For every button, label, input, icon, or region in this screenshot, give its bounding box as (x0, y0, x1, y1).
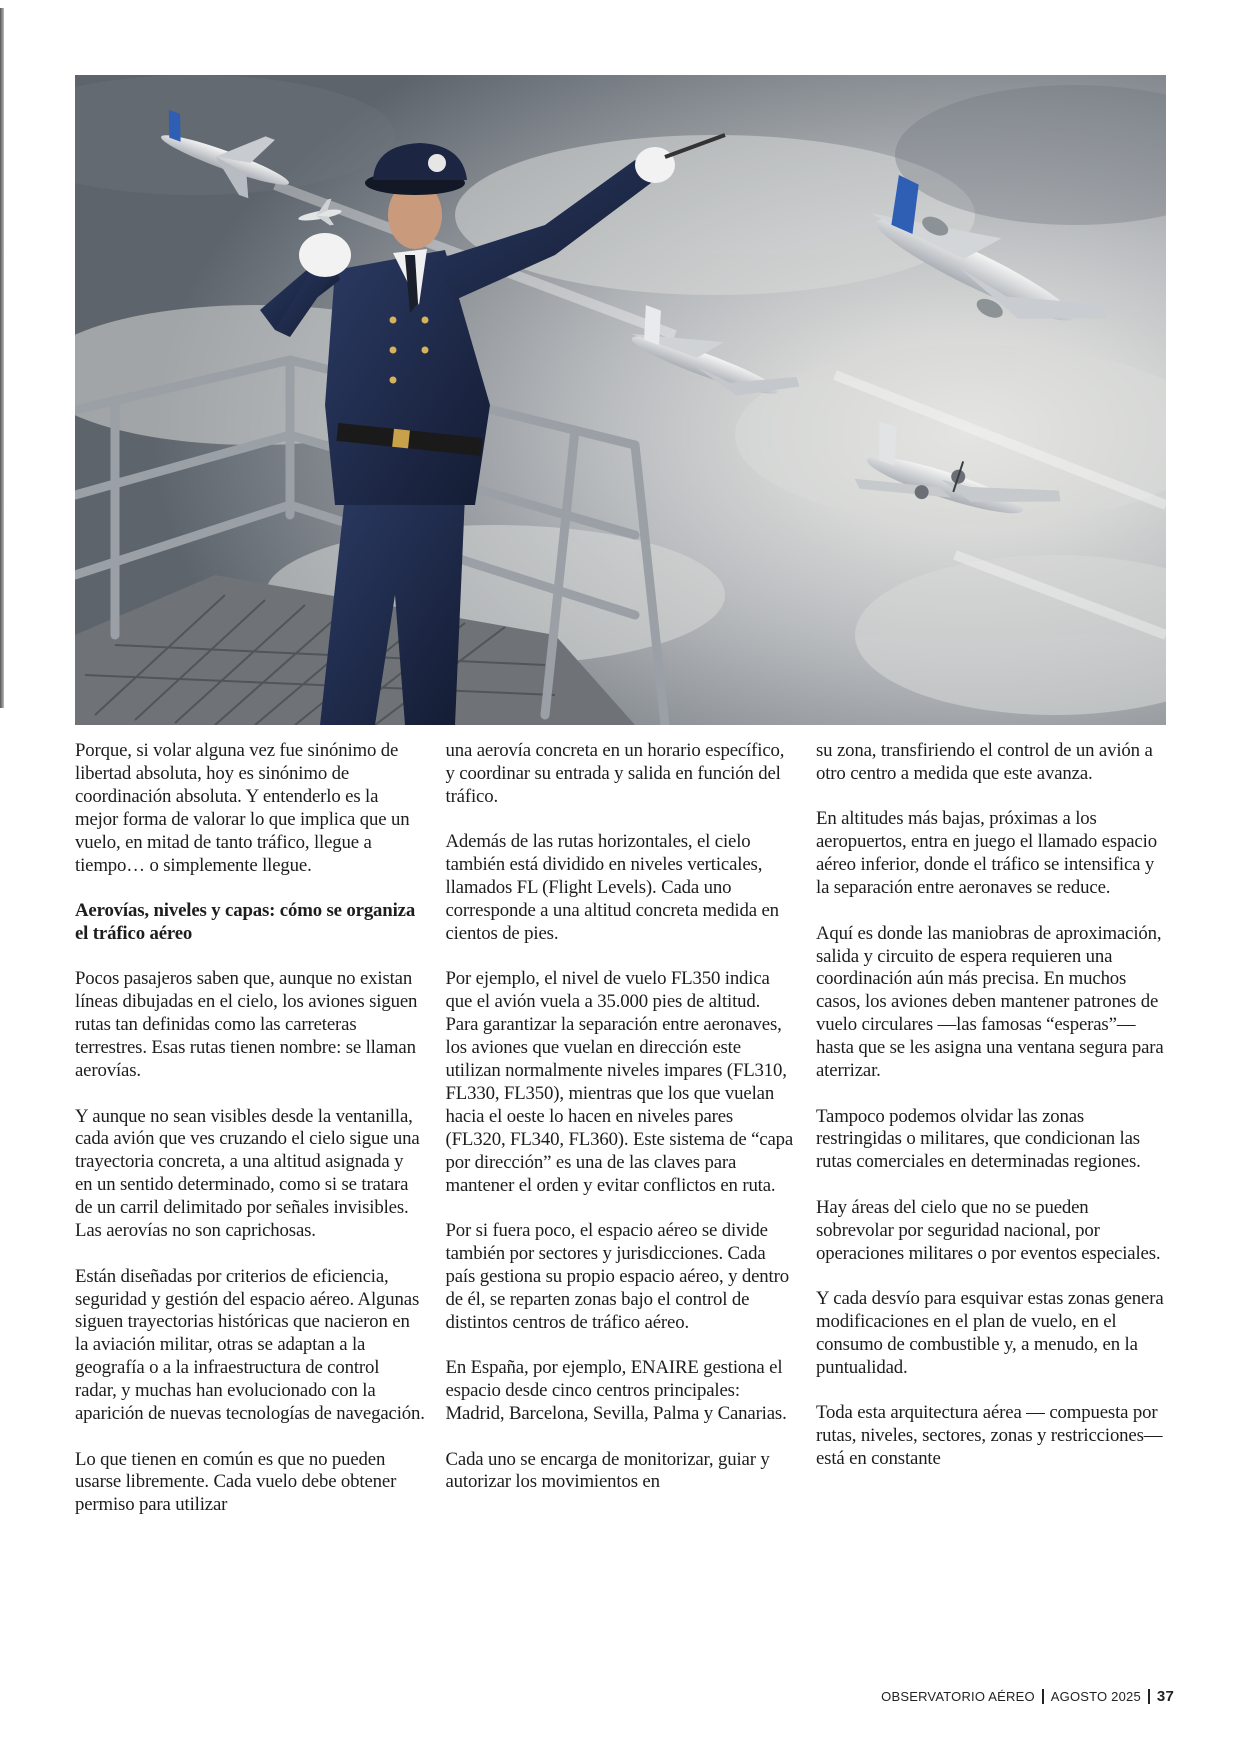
paragraph: Cada uno se encarga de monitorizar, guiar y autorizar los movimientos en (445, 1448, 770, 1493)
page-edge-bar (0, 8, 4, 708)
paragraph: Lo que tienen en común es que no pueden usarse libremente. Cada vuelo debe obtener permiso para utilizar (75, 1448, 397, 1516)
page-number: 37 (1156, 1688, 1174, 1705)
paragraph: Aquí es donde las maniobras de aproximación, salida y circuito de espera requieren una coordinación aún más precisa. En muchos casos, los aviones deben mantener patrones de vuelo circulares —las famosas “esperas”— hasta que se les asigna una ventana segura para aterrizar. (816, 922, 1164, 1082)
paragraph: Toda esta arquitectura aérea — compuesta por rutas, niveles, sectores, zonas y restricciones— está en constante (816, 1402, 1163, 1470)
paragraph: Pocos pasajeros saben que, aunque no existan líneas dibujadas en el cielo, los aviones siguen rutas tan definidas como las carreteras terrestres. Esas rutas tienen nombre: se llaman aerovías. (75, 968, 418, 1082)
hero-image (75, 75, 1166, 725)
article-body (75, 740, 1166, 1600)
paragraph: una aerovía concreta en un horario específico, y coordinar su entrada y salida en función del tráfico. (445, 740, 785, 807)
footer-divider (1148, 1689, 1150, 1704)
column-1 (75, 740, 425, 1600)
paragraph: En España, por ejemplo, ENAIRE gestiona el espacio desde cinco centros principales: Madrid, Barcelona, Sevilla, Palma y Canarias. (445, 1357, 787, 1425)
glove-left (299, 233, 351, 277)
column-3 (816, 740, 1166, 1600)
paragraph: Por ejemplo, el nivel de vuelo FL350 indica que el avión vuela a 35.000 pies de altitud. Para garantizar la separación entre aeronaves, los aviones que vuelan en dirección este utilizan normalmente niveles impares (FL310, FL330, FL350), mientras que los que vuelan hacia el oeste lo hacen en niveles pares (FL320, FL340, FL360). Este sistema de “capa por dirección” es una de las claves para mantener el orden y evitar conflictos en ruta. (445, 968, 794, 1196)
column-2 (446, 740, 796, 1600)
paragraph: Hay áreas del cielo que no se pueden sobrevolar por seguridad nacional, por operaciones militares o por eventos especiales. (816, 1196, 1161, 1264)
page-footer (881, 1688, 1174, 1705)
paragraph: su zona, transfiriendo el control de un avión a otro centro a medida que este avanza. (816, 740, 1153, 784)
section-subheading: Aerovías, niveles y capas: cómo se organiza el tráfico aéreo (75, 900, 416, 944)
hero-illustration (75, 75, 1166, 725)
footer-divider (1042, 1689, 1044, 1704)
paragraph: Por si fuera poco, el espacio aéreo se divide también por sectores y jurisdicciones. Cada país gestiona su propio espacio aéreo, y dentro de él, se reparten zonas bajo el control de distintos centros de tráfico aéreo. (445, 1220, 789, 1333)
paragraph: Porque, si volar alguna vez fue sinónimo de libertad absoluta, hoy es sinónimo de coordinación absoluta. Y entenderlo es la mejor forma de valorar lo que implica que un vuelo, en mitad de tanto tráfico, llegue a tiempo… o simplemente llegue. (75, 740, 410, 876)
glove-right (635, 147, 675, 183)
paragraph: En altitudes más bajas, próximas a los aeropuertos, entra en juego el llamado espacio aéreo inferior, donde el tráfico se intensifica y la separación entre aeronaves se reduce. (816, 808, 1157, 899)
paragraph: Además de las rutas horizontales, el cielo también está dividido en niveles verticales, llamados FL (Flight Levels). Cada uno corresponde a una altitud concreta medida en cientos de pies. (445, 831, 779, 944)
issue-date: AGOSTO 2025 (1050, 1689, 1141, 1704)
publication-name: OBSERVATORIO AÉREO (881, 1689, 1035, 1704)
paragraph: Y cada desvío para esquivar estas zonas genera modificaciones en el plan de vuelo, en el consumo de combustible y, a menudo, en la puntualidad. (816, 1288, 1164, 1378)
paragraph: Están diseñadas por criterios de eficiencia, seguridad y gestión del espacio aéreo. Algunas siguen trayectorias históricas que nacieron en la aviación militar, otras se adaptan a la geografía o a la infraestructura de control radar, y muchas han evolucionado con la aparición de nuevas tecnologías de navegación. (75, 1265, 425, 1425)
paragraph: Tampoco podemos olvidar las zonas restringidas o militares, que condicionan las rutas comerciales en determinadas regiones. (816, 1105, 1141, 1173)
cap-badge (428, 154, 446, 172)
paragraph: Y aunque no sean visibles desde la ventanilla, cada avión que ves cruzando el cielo sigue una trayectoria concreta, a una altitud asignada y en un sentido determinado, como si se tratara de un carril delimitado por señales invisibles. Las aerovías no son caprichosas. (75, 1105, 420, 1242)
